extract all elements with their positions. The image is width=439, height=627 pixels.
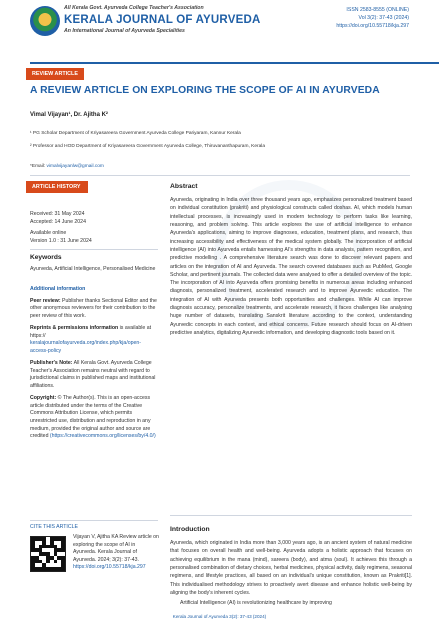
volume: Vol 3(2): 37-43 (2024) [358, 15, 409, 22]
additional-info-heading: Additional information [30, 286, 86, 292]
online-label: Available online [30, 230, 67, 237]
reprints: Reprints & permissions information is available at https:// keralajournalofayurveda.org/index.php/kja/open-access-policy [30, 325, 152, 354]
license-link[interactable]: (https://creativecommons.org/licenses/by/4.0/) [49, 433, 156, 440]
article-history-tag: ARTICLE HISTORY [26, 181, 88, 193]
divider [30, 249, 158, 250]
qr-code-icon [30, 536, 66, 572]
divider [30, 175, 410, 176]
journal-header [0, 0, 439, 62]
citation-text: Vijayan V, Ajitha KA Review article on exploring the scope of AI in Ayurveda. Kerala Journal of Ayurveda. 2024; 3(2): 37-43. [73, 534, 159, 563]
affiliation-2: ² Professor and HOD Department of Kriyasareera Government Ayurveda College, Thiruvananthapuram, Kerala [30, 143, 265, 149]
journal-logo-icon [30, 6, 60, 36]
email-line [30, 164, 104, 169]
citation-doi-link[interactable]: https://doi.org/10.55718/kja.297 [73, 564, 146, 571]
association-name: All Kerala Govt. Ayurveda College Teacher's Association [64, 5, 204, 11]
reprints-link[interactable]: keralajournalofayurveda.org/index.php/kja/open-access-policy [30, 340, 142, 354]
doi-link[interactable]: https://doi.org/10.55718/kja.297 [336, 23, 409, 30]
citation [73, 534, 159, 572]
abstract-heading: Abstract [170, 183, 198, 190]
journal-subtitle: An International Journal of Ayurveda Specialities [64, 28, 185, 34]
article-type-tag: REVIEW ARTICLE [26, 68, 84, 80]
issn: ISSN 2583-8555 (ONLINE) [346, 7, 409, 13]
accepted-date: Accepted: 14 June 2024 [30, 218, 86, 225]
keywords-block [30, 253, 158, 273]
introduction-paragraph-1: Ayurveda, which originated in India more than 3,000 years ago, is an ancient system of natural medicine that focuses on overall health and well-being. Ayurveda adopts a holistic approach that focuses on achieving equilibrium in the mana (mind), sareera (body), and atma (soul). It achieves this through a personalised combination of dietary choices, herbal medicines, physical activity, daily regimens, seasonal regimens, and lifestyle practices, all based on an individual's unique constitution, known as Prakriti[1]. This individualised methodology strives to proactively avert disease and enhance holistic well-being by aligning the body's inherent cycles. [170, 540, 412, 596]
abstract-text: Ayurveda, originating in India over three thousand years ago, emphasizes personalized treatment based on individual constitution (prakriti) and physiological constructs called doshas. AI, which models human intellectual processes, is increasingly used in modern technology to perform tasks like learning, reasoning, and problem solving. This article explores the use of artificial intelligence to enhance Ayurveda's applications, aiming to improve diagnoses, education, treatment plans, and research, thus increasing accessibility and effectiveness of the medical system globally. The incorporation of artificial intelligence (AI) into Ayurveda entails harnessing AI's strengths in data analysis, pattern recognition, and predictive modelling . A comprehensive literature search was done to discover relevant papers and articles on the integration of AI and Ayurveda. The search covered databases such as PubMed, Google Scholar, and pertinent journals. The collected data were analysed to offer a detailed overview of the topic. The incorporation of AI into Ayurveda offers promising benefits in numerous areas including enhanced diagnosis, personalized treatment, accelerated research and to improve Ayurvedic education. The integration of AI with Ayurveda presents both opportunities and challenges. While AI can improve diagnosis accuracy, personalize treatments, and accelerate research, it faces challenges like analysing huge number of datasets, translating Sanskrit literature according to the context, understanding Ayurvedic concepts in each context, and ethical concerns. Future research should focus on AI-driven predictive analytics, digitalizing Ayurvedic information, and developing diagnostic tools based on it. [170, 197, 412, 336]
page-footer: Kerala Journal of Ayurveda 3(2): 37-43 (2024) [172, 614, 267, 619]
introduction-paragraph-2: Artificial Intelligence (AI) is revolutionizing healthcare by improving [180, 600, 332, 606]
online-date: Version 1.0 : 31 June 2024 [30, 237, 92, 244]
authors: Vimal Vijayan¹, Dr. Ajitha K² [30, 112, 108, 118]
keywords-heading: Keywords [30, 254, 62, 261]
affiliation-1: ¹ PG Scholar Department of Kriyasareera Government Ayurveda College Pariyaram, Kannur Kerala [30, 131, 241, 136]
journal-title: KERALA JOURNAL OF AYURVEDA [64, 14, 261, 26]
article-title: A REVIEW ARTICLE ON EXPLORING THE SCOPE OF AI IN AYURVEDA [30, 85, 380, 96]
received-date: Received: 31 May 2024 [30, 211, 85, 217]
additional-info-block [30, 286, 158, 441]
peer-review: Peer review: Publisher thanks Sectional Editor and the other anonymous reviewers for their contribution to the peer review of this work. [30, 297, 157, 319]
header-divider [30, 62, 439, 64]
copyright: Copyright: © The Author(s). This is an open-access article distributed under the terms of the Creative Commons Attribution License, which permits unrestricted use, distribution and reproduction in any medium, provided the original author and source are credited (https://creativecommons.org/licenses/by/4.0/) [30, 395, 156, 440]
introduction-heading: Introduction [170, 526, 210, 533]
keywords-text: Ayurveda, Artificial Intelligence, Personalised Medicine [30, 265, 156, 272]
divider [170, 515, 412, 516]
email-label: *Email: [30, 164, 47, 169]
issn-block [336, 6, 409, 30]
history-dates [30, 211, 158, 245]
email-link[interactable]: vimalvijayanlw@gmail.com [46, 164, 104, 169]
cite-heading: CITE THIS ARTICLE [30, 524, 78, 530]
divider [30, 520, 158, 521]
publisher-note: Publisher's Note: All Kerala Govt. Ayurveda College Teacher's Association remains neutral with regard to jurisdictional claims in published maps and institutional affiliations. [30, 360, 156, 389]
affiliations [30, 131, 425, 157]
